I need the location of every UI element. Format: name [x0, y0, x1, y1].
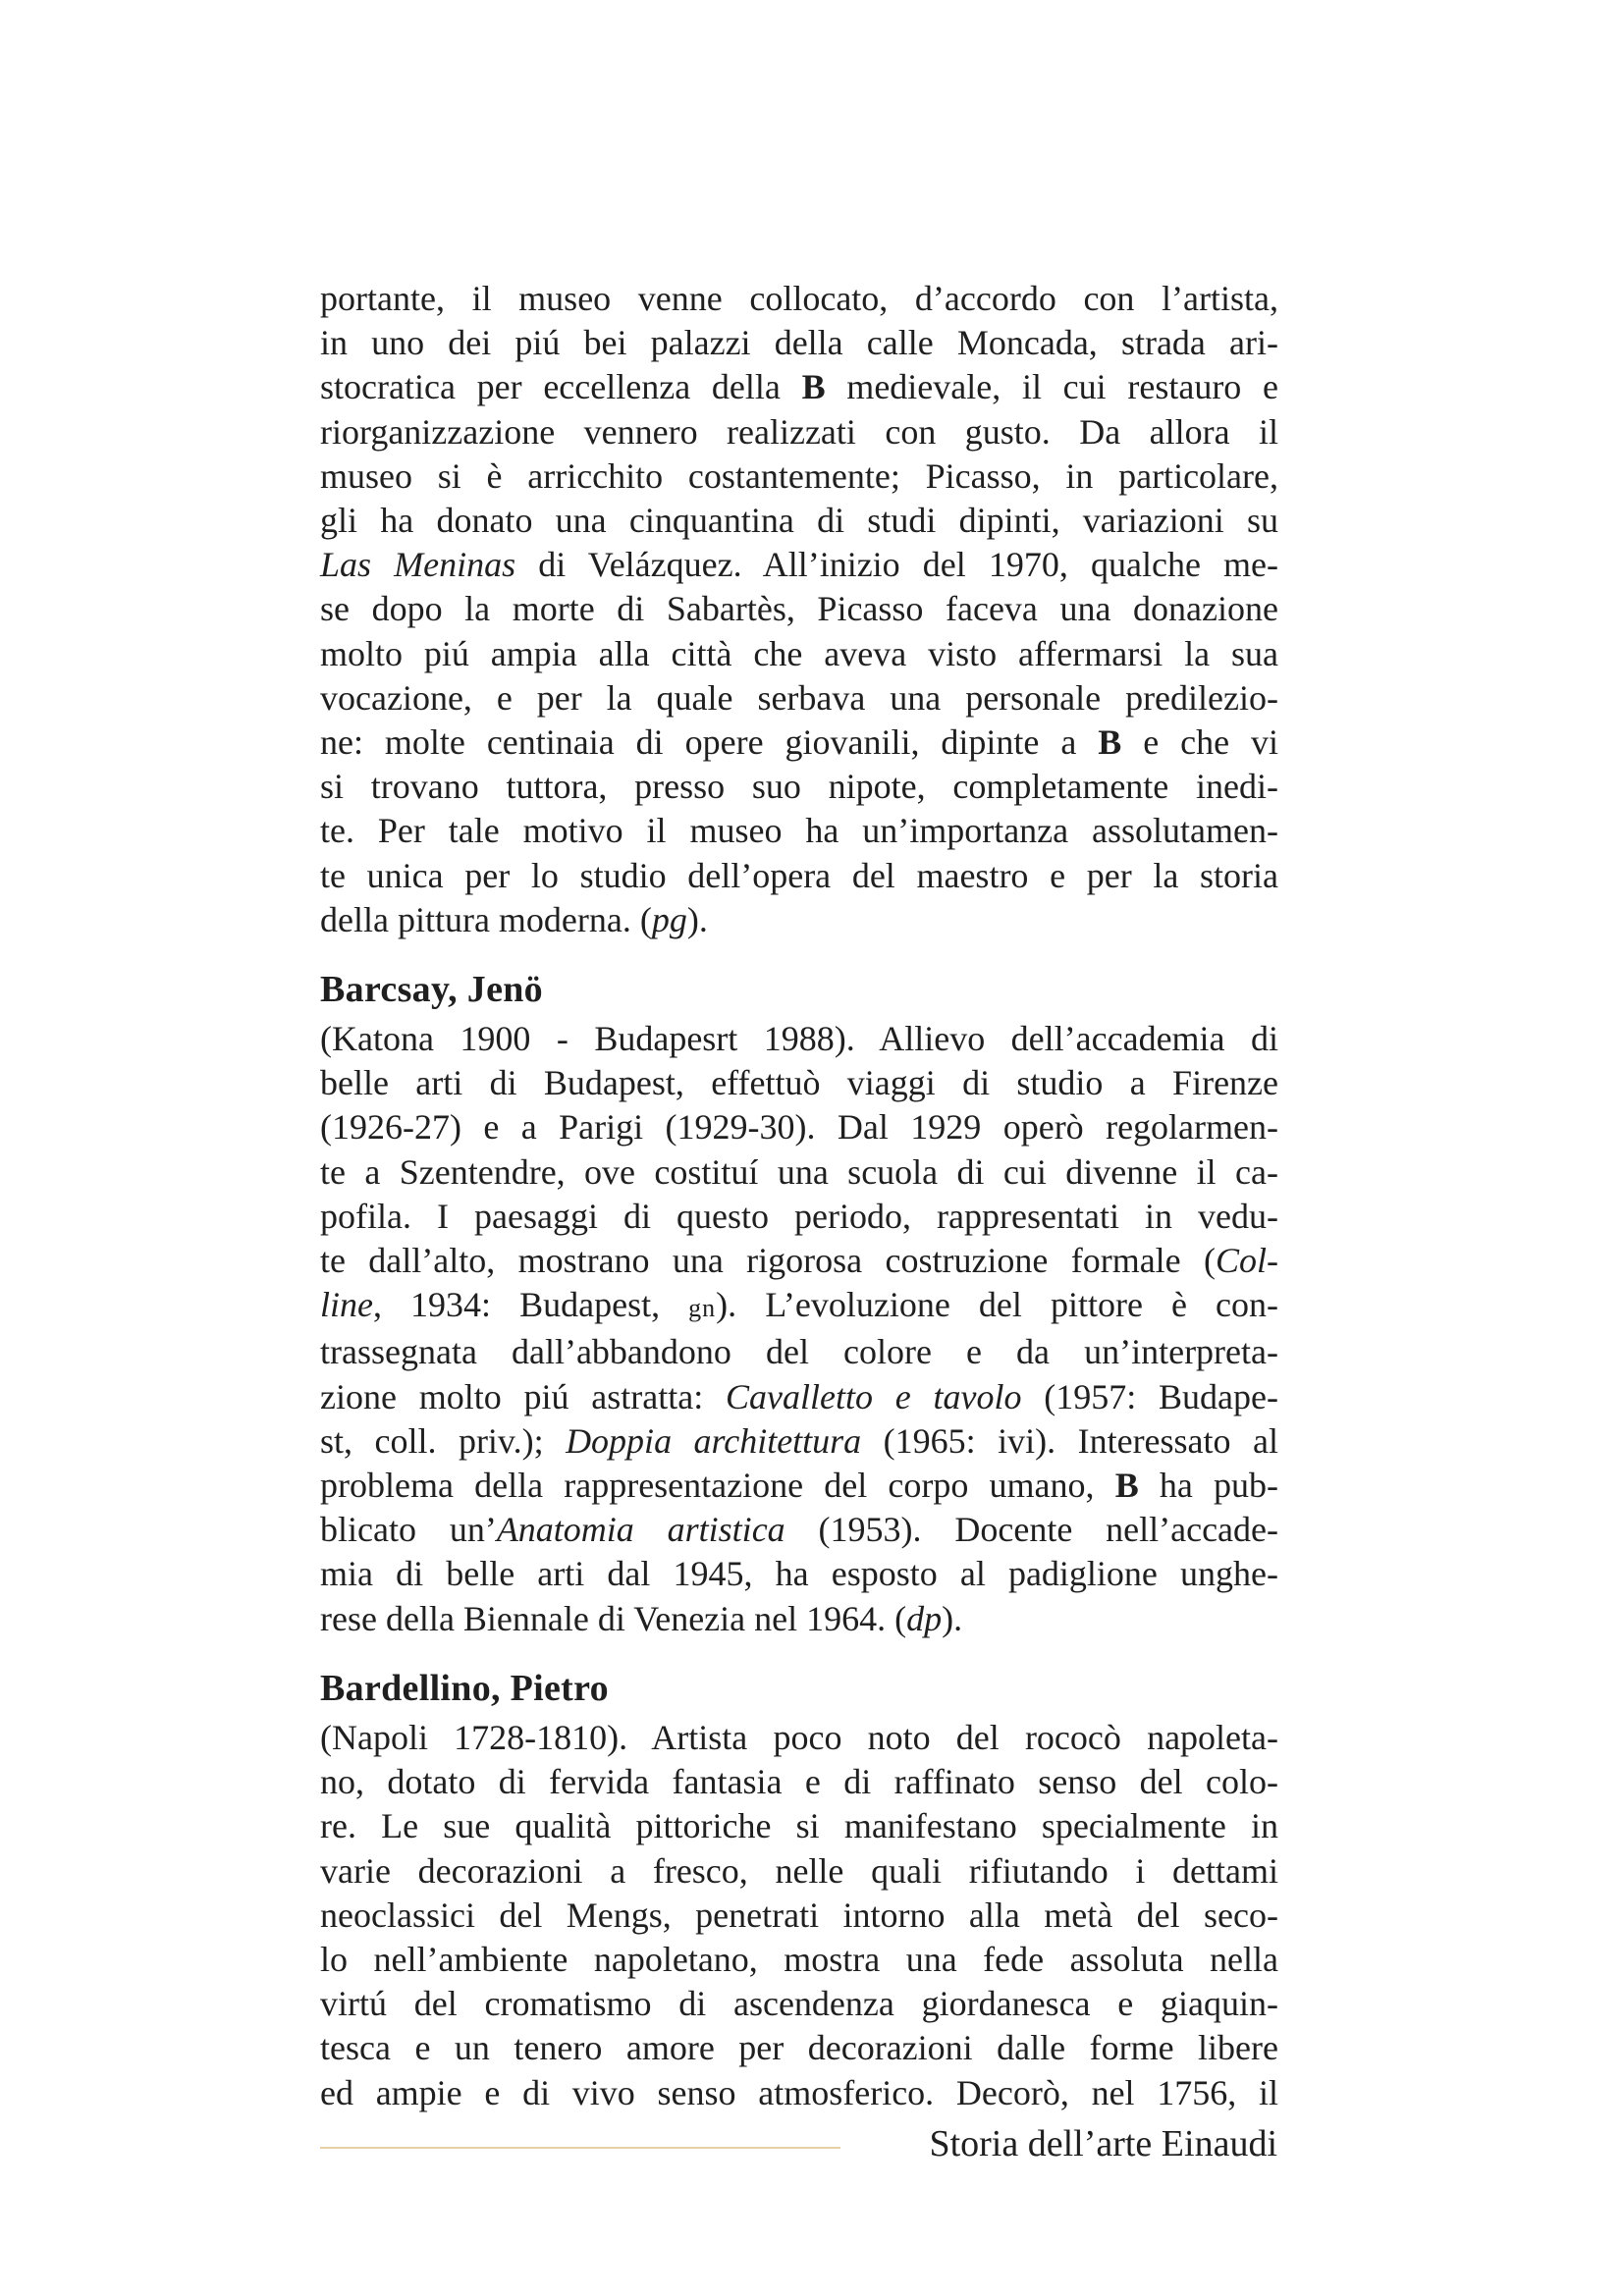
- artwork-title: Anatomia artistica: [496, 1510, 785, 1550]
- text-line: pofila. I paesaggi di questo periodo, rappresentati in vedu-: [320, 1196, 1278, 1236]
- text-line: re. Le sue qualità pittoriche si manifestano specialmente in: [320, 1806, 1278, 1846]
- author-initials: dp: [906, 1598, 943, 1638]
- entry-heading: Bardellino, Pietro: [320, 1667, 609, 1709]
- text-line: in uno dei piú bei palazzi della calle Moncada, strada ari-: [320, 323, 1278, 363]
- entry-initial: B: [801, 367, 826, 407]
- text-line: trassegnata dall’abbandono del colore e da un’interpreta-: [320, 1332, 1278, 1372]
- footer-divider: [320, 2147, 840, 2149]
- collection-abbrev: gn: [688, 1294, 717, 1323]
- text-line: no, dotato di fervida fantasia e di raffinato senso del colo-: [320, 1762, 1278, 1802]
- text-line: te a Szentendre, ove costituí una scuola di cui divenne il ca-: [320, 1151, 1278, 1192]
- artwork-title: Las Meninas: [320, 545, 516, 585]
- artwork-title: Doppia architettura: [566, 1420, 862, 1461]
- text-line: della pittura moderna. (pg).: [320, 899, 708, 939]
- text-line: Las Meninas di Velázquez. All’inizio del 1970, qualche me-: [320, 545, 1278, 585]
- text-line: line, 1934: Budapest, gn). L’evoluzione del pittore è con-: [320, 1285, 1279, 1325]
- artwork-title: Col-: [1215, 1241, 1278, 1281]
- entry-heading: Barcsay, Jenö: [320, 969, 543, 1011]
- text-line: te. Per tale motivo il museo ha un’importanza assolutamen-: [320, 811, 1278, 851]
- text-line: rese della Biennale di Venezia nel 1964. (dp).: [320, 1598, 963, 1638]
- entry-body: [320, 1716, 1278, 2115]
- text-line: mia di belle arti dal 1945, ha esposto al padiglione unghe-: [320, 1554, 1278, 1594]
- author-initials: pg: [651, 899, 687, 939]
- text-line: te dall’alto, mostrano una rigorosa costruzione formale (Col-: [320, 1241, 1278, 1281]
- text-line: blicato un’Anatomia artistica (1953). Docente nell’accade-: [320, 1510, 1279, 1550]
- text-line: museo si è arricchito costantemente; Picasso, in particolare,: [320, 455, 1278, 496]
- text-line: ed ampie e di vivo senso atmosferico. Decorò, nel 1756, il: [320, 2072, 1278, 2112]
- text-line: gli ha donato una cinquantina di studi dipinti, variazioni su: [320, 501, 1278, 541]
- text-line: te unica per lo studio dell’opera del maestro e per la storia: [320, 855, 1278, 895]
- text-line: st, coll. priv.); Doppia architettura (1965: ivi). Interessato al: [320, 1420, 1278, 1461]
- text-line: molto piú ampia alla città che aveva visto affermarsi la sua: [320, 633, 1278, 673]
- text-line: si trovano tuttora, presso suo nipote, completamente inedi-: [320, 767, 1278, 807]
- entry-initial: B: [1114, 1466, 1139, 1506]
- entry-initial: B: [1098, 722, 1122, 763]
- text-line: (Katona 1900 - Budapesrt 1988). Allievo dell’accademia di: [320, 1019, 1278, 1059]
- text-line: stocratica per eccellenza della B medievale, il cui restauro e: [320, 367, 1279, 407]
- text-line: belle arti di Budapest, effettuò viaggi di studio a Firenze: [320, 1063, 1278, 1103]
- text-line: ne: molte centinaia di opere giovanili, dipinte a B e che vi: [320, 722, 1279, 763]
- text-line: lo nell’ambiente napoletano, mostra una fede assoluta nella: [320, 1939, 1278, 1979]
- footer-title: Storia dell’arte Einaudi: [929, 2123, 1277, 2164]
- text-line: (1926-27) e a Parigi (1929-30). Dal 1929 operò regolarmen-: [320, 1107, 1278, 1148]
- continuation-paragraph: [320, 277, 1278, 942]
- text-line: vocazione, e per la quale serbava una personale predilezio-: [320, 677, 1278, 718]
- text-line: portante, il museo venne collocato, d’accordo con l’artista,: [320, 279, 1278, 318]
- main-text: [320, 277, 1278, 2115]
- text-line: riorganizzazione vennero realizzati con gusto. Da allora il: [320, 411, 1278, 452]
- artwork-title: Cavalletto e tavolo: [726, 1376, 1022, 1416]
- text-line: tesca e un tenero amore per decorazioni dalle forme libere: [320, 2028, 1278, 2068]
- text-line: problema della rappresentazione del corpo umano, B ha pub-: [320, 1466, 1278, 1506]
- text-line: neoclassici del Mengs, penetrati intorno alla metà del seco-: [320, 1895, 1278, 1935]
- entry-body: [320, 1017, 1278, 1641]
- artwork-title: line: [320, 1285, 373, 1325]
- text-line: virtú del cromatismo di ascendenza giordanesca e giaquin-: [320, 1984, 1278, 2024]
- text-line: varie decorazioni a fresco, nelle quali rifiutando i dettami: [320, 1850, 1278, 1891]
- text-line: (Napoli 1728-1810). Artista poco noto del rococò napoleta-: [320, 1717, 1278, 1757]
- text-line: se dopo la morte di Sabartès, Picasso faceva una donazione: [320, 589, 1278, 629]
- text-line: zione molto piú astratta: Cavalletto e tavolo (1957: Budape-: [320, 1376, 1278, 1416]
